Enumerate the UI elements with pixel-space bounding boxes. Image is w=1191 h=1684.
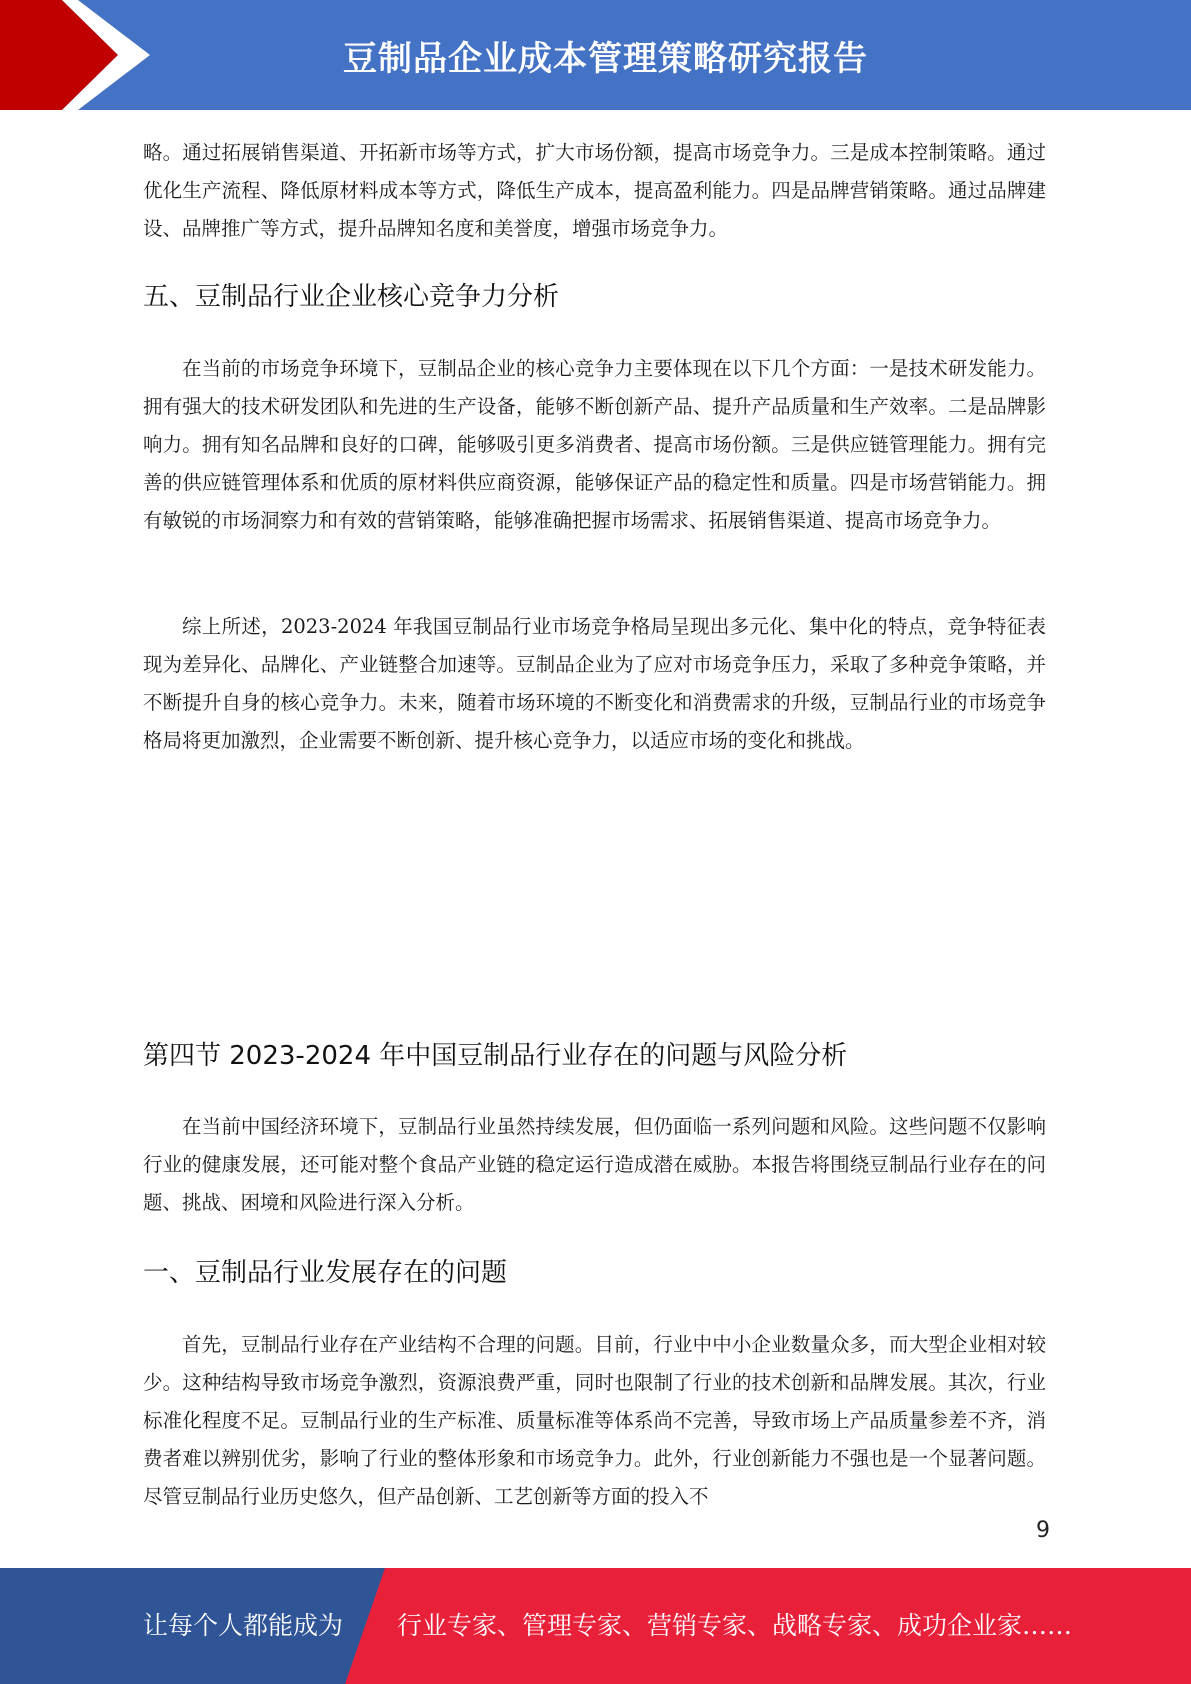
document-title: 豆制品企业成本管理策略研究报告 [343, 38, 868, 79]
footer-slogan-right: 行业专家、管理专家、营销专家、战略专家、成功企业家…… [397, 1611, 1073, 1640]
page-number: 9 [1036, 1518, 1050, 1543]
footer-band [0, 1568, 1191, 1684]
paragraph-summary: 综上所述，2023-2024 年我国豆制品行业市场竞争格局呈现出多元化、集中化的特点，竞争特征表现为差异化、品牌化、产业链整合加速等。豆制品企业为了应对市场竞争压力，采取了多种竞争策略，并不断提升自身的核心竞争力。未来，随着市场环境的不断变化和消费需求的升级，豆制品行业的市场竞争格局将更加激烈，企业需要不断创新、提升核心竞争力，以适应市场的变化和挑战。 [143, 615, 1046, 752]
footer-slogan-left: 让每个人都能成为 [143, 1611, 344, 1640]
section-heading-problems: 一、豆制品行业发展存在的问题 [143, 1258, 508, 1288]
paragraph-strategies: 略。通过拓展销售渠道、开拓新市场等方式，扩大市场份额，提高市场竞争力。三是成本控制策略。通过优化生产流程、降低原材料成本等方式，降低生产成本，提高盈利能力。四是品牌营销策略。通过品牌建设、品牌推广等方式，提升品牌知名度和美誉度，增强市场竞争力。 [143, 141, 1046, 240]
paragraph-problems-detail: 首先，豆制品行业存在产业结构不合理的问题。目前，行业中中小企业数量众多，而大型企业相对较少。这种结构导致市场竞争激烈，资源浪费严重，同时也限制了行业的技术创新和品牌发展。其次，行业标准化程度不足。豆制品行业的生产标准、质量标准等体系尚不完善，导致市场上产品质量参差不齐，消费者难以辨别优劣，影响了行业的整体形象和市场竞争力。此外，行业创新能力不强也是一个显著问题。尽管豆制品行业历史悠久，但产品创新、工艺创新等方面的投入不 [143, 1333, 1046, 1508]
section-heading-core-competitiveness: 五、豆制品行业企业核心竞争力分析 [143, 282, 560, 312]
paragraph-problems-intro: 在当前中国经济环境下，豆制品行业虽然持续发展，但仍面临一系列问题和风险。这些问题不仅影响行业的健康发展，还可能对整个食品产业链的稳定运行造成潜在威胁。本报告将围绕豆制品行业存在的问题、挑战、困境和风险进行深入分析。 [143, 1115, 1046, 1214]
header-band [0, 0, 1191, 110]
chapter-section-heading: 第四节 2023-2024 年中国豆制品行业存在的问题与风险分析 [143, 1041, 848, 1071]
paragraph-core-competitiveness: 在当前的市场竞争环境下，豆制品企业的核心竞争力主要体现在以下几个方面：一是技术研发能力。拥有强大的技术研发团队和先进的生产设备，能够不断创新产品、提升产品质量和生产效率。二是品牌影响力。拥有知名品牌和良好的口碑，能够吸引更多消费者、提高市场份额。三是供应链管理能力。拥有完善的供应链管理体系和优质的原材料供应商资源，能够保证产品的稳定性和质量。四是市场营销能力。拥有敏锐的市场洞察力和有效的营销策略，能够准确把握市场需求、拓展销售渠道、提高市场竞争力。 [143, 357, 1046, 532]
